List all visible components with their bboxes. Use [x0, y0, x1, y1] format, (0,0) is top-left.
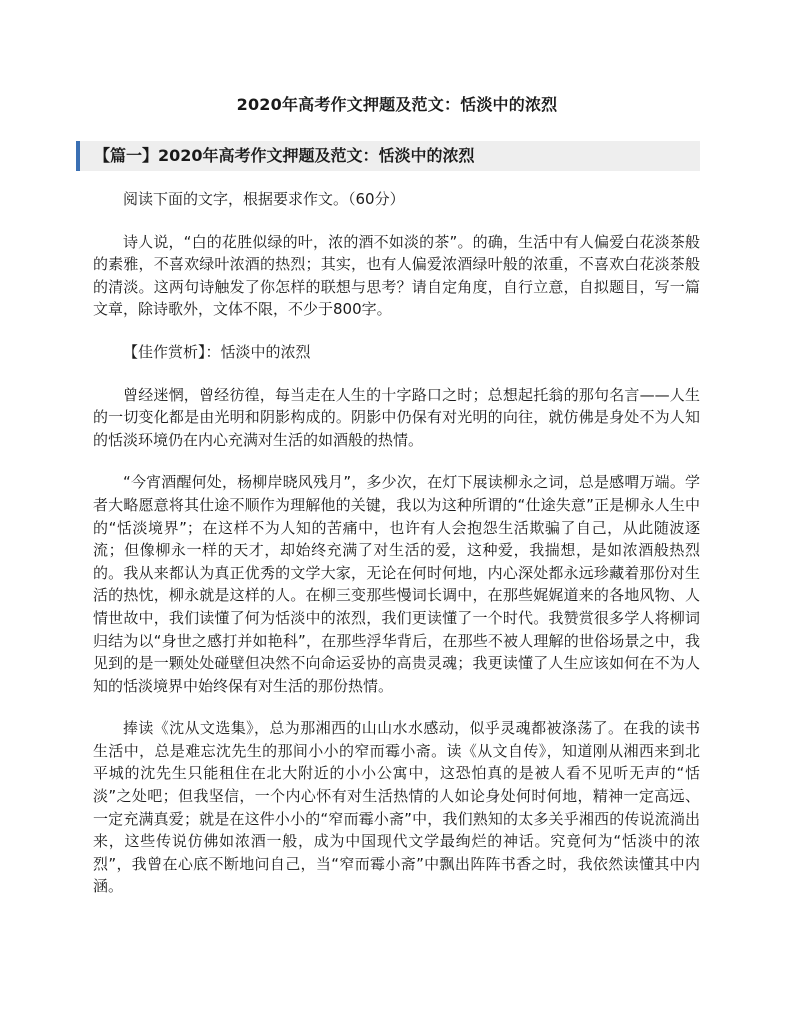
page-title: 2020年高考作文押题及范文：恬淡中的浓烈	[236, 95, 558, 114]
paragraph-essay-1: 曾经迷惘，曾经彷徨，每当走在人生的十字路口之时；总想起托翁的那句名言——人生的一切变化都是由光明和阴影构成的。阴影中仍保有对光明的向往，就仿佛是身处不为人知的恬淡环境仍在内心充满对生活的如酒般的热情。	[93, 385, 700, 449]
article-body	[93, 188, 700, 918]
paragraph-essay-3: 捧读《沈从文选集》，总为那湘西的山山水水感动，似乎灵魂都被涤荡了。在我的读书生活中，总是难忘沈先生的那间小小的窄而霉小斋。读《从文自传》，知道刚从湘西来到北平城的沈先生只能租住在北大附近的小小公寓中，这恐怕真的是被人看不见听无声的“恬淡”之处吧；但我坚信，一个内心怀有对生活热情的人如论身处何时何地，精神一定高远、一定充满真爱；就是在这件小小的“窄而霉小斋”中，我们熟知的太多关乎湘西的传说流淌出来，这些传说仿佛如浓酒一般，成为中国现代文学最绚烂的神话。究竟何为“恬淡中的浓烈”，我曾在心底不断地问自己，当“窄而霉小斋”中飘出阵阵书香之时，我依然读懂其中内涵。	[93, 719, 700, 896]
paragraph-essay-2: “今宵酒醒何处，杨柳岸晓风残月”，多少次，在灯下展读柳永之词，总是感喟万端。学者大略愿意将其仕途不顺作为理解他的关键，我以为这种所谓的“仕途失意”正是柳永人生中的“恬淡境界”；在这样不为人知的苦痛中，也许有人会抱怨生活欺骗了自己，从此随波逐流；但像柳永一样的天才，却始终充满了对生活的爱，这种爱，我揣想，是如浓酒般热烈的。我从来都认为真正优秀的文学大家，无论在何时何地，内心深处都永远珍藏着那份对生活的热忱，柳永就是这样的人。在柳三变那些慢词长调中，在那些娓娓道来的各地风物、人情世故中，我们读懂了何为恬淡中的浓烈，我们更读懂了一个时代。我赞赏很多学人将柳词归结为以“身世之感打并如艳科”，在那些浮华背后，在那些不被人理解的世俗场景之中，我见到的是一颗处处碰壁但决然不向命运妥协的高贵灵魂；我更读懂了人生应该如何在不为人知的恬淡境界中始终保有对生活的那份热情。	[93, 473, 700, 695]
paragraph-instructions: 阅读下面的文字，根据要求作文。（60分）	[123, 190, 405, 208]
section-heading: 【篇一】2020年高考作文押题及范文：恬淡中的浓烈	[76, 141, 700, 171]
paragraph-prompt: 诗人说，“白的花胜似绿的叶，浓的酒不如淡的茶”。的确，生活中有人偏爱白花淡茶般的素雅，不喜欢绿叶浓酒的热烈；其实，也有人偏爱浓酒绿叶般的浓重，不喜欢白花淡茶般的清淡。这两句诗触发了你怎样的联想与思考？请自定角度，自行立意，自拟题目，写一篇文章，除诗歌外，文体不限，不少于800字。	[93, 232, 700, 319]
paragraph-essay-title: 【佳作赏析】：恬淡中的浓烈	[123, 342, 311, 361]
